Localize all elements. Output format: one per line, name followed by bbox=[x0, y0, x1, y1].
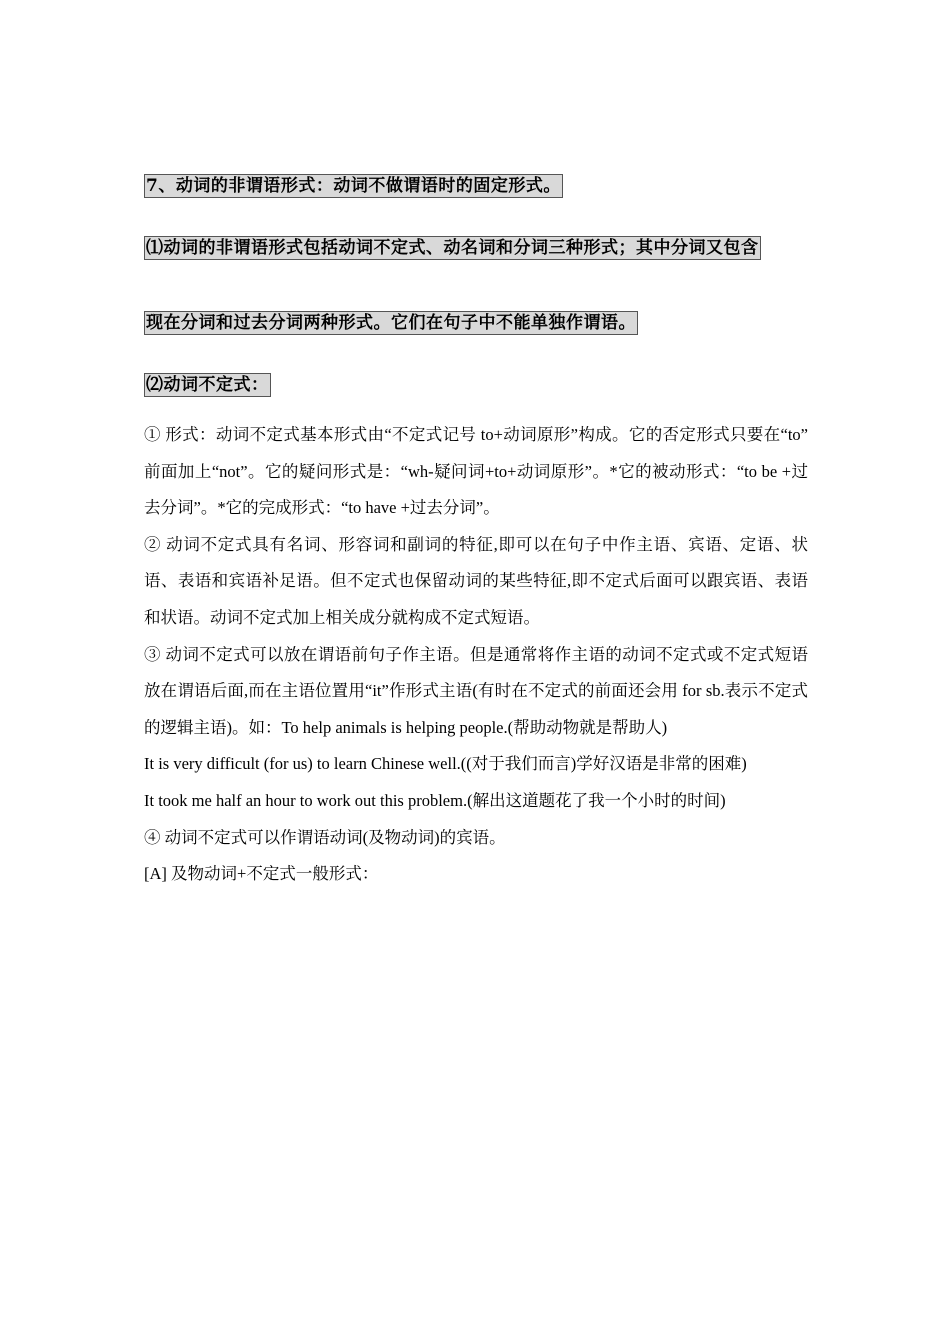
heading-infinitive: ⑵动词不定式： bbox=[146, 375, 269, 395]
paragraph-example-1: It is very difficult (for us) to learn Chinese well.((对于我们而言)学好汉语是非常的困难) bbox=[144, 754, 747, 774]
heading-participle-forms: 现在分词和过去分词两种形式。它们在句子中不能单独作谓语。 bbox=[146, 313, 636, 333]
paragraph-example-2: It took me half an hour to work out this problem.(解出这道题花了我一个小时的时间) bbox=[144, 790, 726, 810]
document-page bbox=[144, 0, 808, 1344]
heading-nonpredicate-forms: ⑴动词的非谓语形式包括动词不定式、动名词和分词三种形式；其中分词又包含 bbox=[146, 238, 759, 258]
paragraph-features: ② 动词不定式具有名词、形容词和副词的特征,即可以在句子中作主语、宾语、定语、状语、表语和宾语补足语。但不定式也保留动词的某些特征,即不定式后面可以跟宾语、表语和状语。动词不定式加上相关成分就构成不定式短语。 bbox=[144, 534, 808, 627]
body-text bbox=[144, 417, 808, 893]
paragraph-form: ① 形式：动词不定式基本形式由“不定式记号 to+动词原形”构成。它的否定形式只要在“to” 前面加上“not”。它的疑问形式是：“wh-疑问词+to+动词原形”。*它的被动形式：“to be +过去分词”。*它的完成形式：“to have +过去分词”。 bbox=[144, 425, 808, 518]
paragraph-object: ④ 动词不定式可以作谓语动词(及物动词)的宾语。 bbox=[144, 827, 506, 847]
paragraph-subject: ③ 动词不定式可以放在谓语前句子作主语。但是通常将作主语的动词不定式或不定式短语放在谓语后面,而在主语位置用“it”作形式主语(有时在不定式的前面还会用 for sb.表示不定式的逻辑主语)。如：To help animals is helping people.(帮助动物就是帮助人) bbox=[144, 644, 808, 737]
section-heading-7: 7、动词的非谓语形式：动词不做谓语时的固定形式。 bbox=[146, 176, 561, 196]
paragraph-subheading-a: [A] 及物动词+不定式一般形式： bbox=[144, 864, 379, 884]
